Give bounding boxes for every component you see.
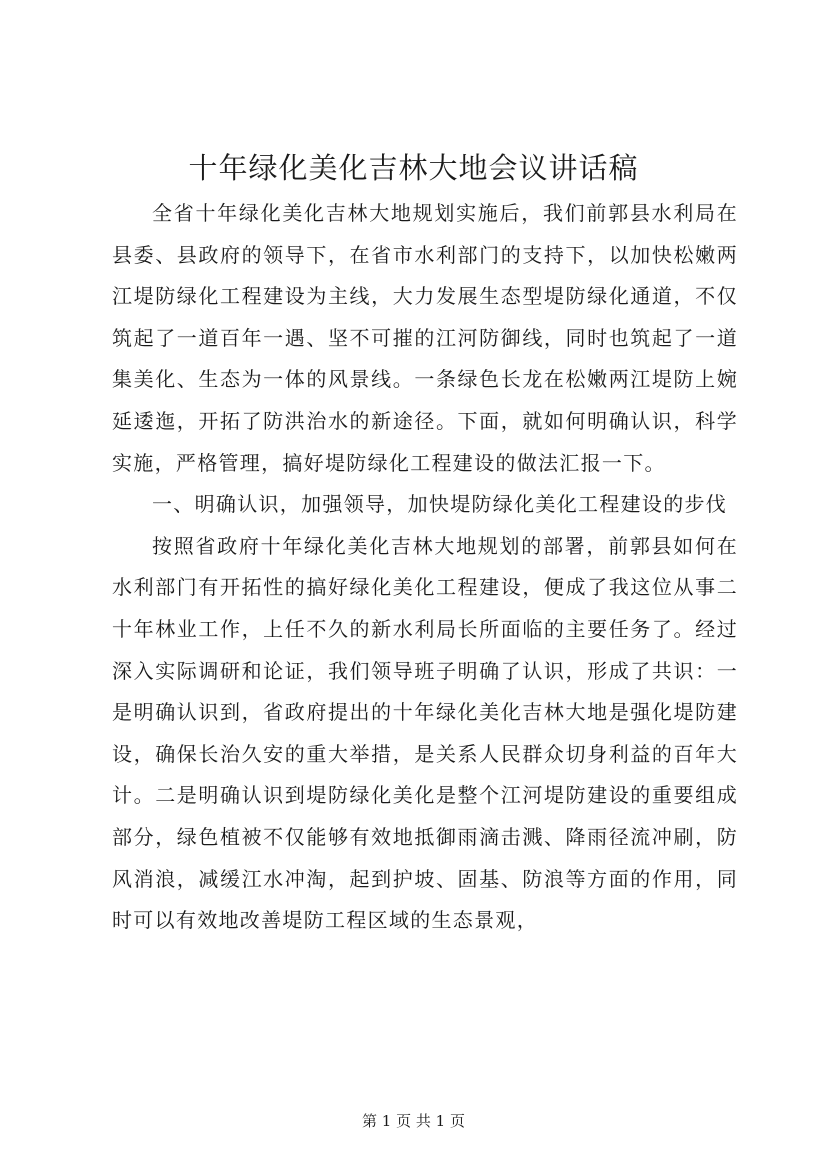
paragraph-section-body: 按照省政府十年绿化美化吉林大地规划的部署，前郭县如何在水利部门有开拓性的搞好绿化美化工程建设，便成了我这位从事二十年林业工作，上任不久的新水利局长所面临的主要任务了。经过深入实际调研和论证，我们领导班子明确了认识，形成了共识：一是明确认识到，省政府提出的十年绿化美化吉林大地是强化堤防建设，确保长治久安的重大举措，是关系人民群众切身利益的百年大计。二是明确认识到堤防绿化美化是整个江河堤防建设的重要组成部分，绿色植被不仅能够有效地抵御雨滴击溅、降雨径流冲刷，防风消浪，减缓江水冲淘，起到护坡、固基、防浪等方面的作用，同时可以有效地改善堤防工程区域的生态景观， — [112, 533, 738, 933]
page-footer: 第 1 页 共 1 页 — [362, 1112, 465, 1130]
paragraph-section-heading: 一、明确认识，加强领导，加快堤防绿化美化工程建设的步伐 — [152, 492, 728, 517]
document-title: 十年绿化美化吉林大地会议讲话稿 — [188, 151, 639, 185]
document-body — [112, 193, 738, 942]
paragraph-intro: 全省十年绿化美化吉林大地规划实施后，我们前郭县水利局在县委、县政府的领导下，在省市水利部门的支持下，以加快松嫩两江堤防绿化工程建设为主线，大力发展生态型堤防绿化通道，不仅筑起了一道百年一遇、坚不可摧的江河防御线，同时也筑起了一道集美化、生态为一体的风景线。一条绿色长龙在松嫩两江堤防上婉延逶迤，开拓了防洪治水的新途径。下面，就如何明确认识，科学实施，严格管理，搞好堤防绿化工程建设的做法汇报一下。 — [112, 201, 738, 475]
